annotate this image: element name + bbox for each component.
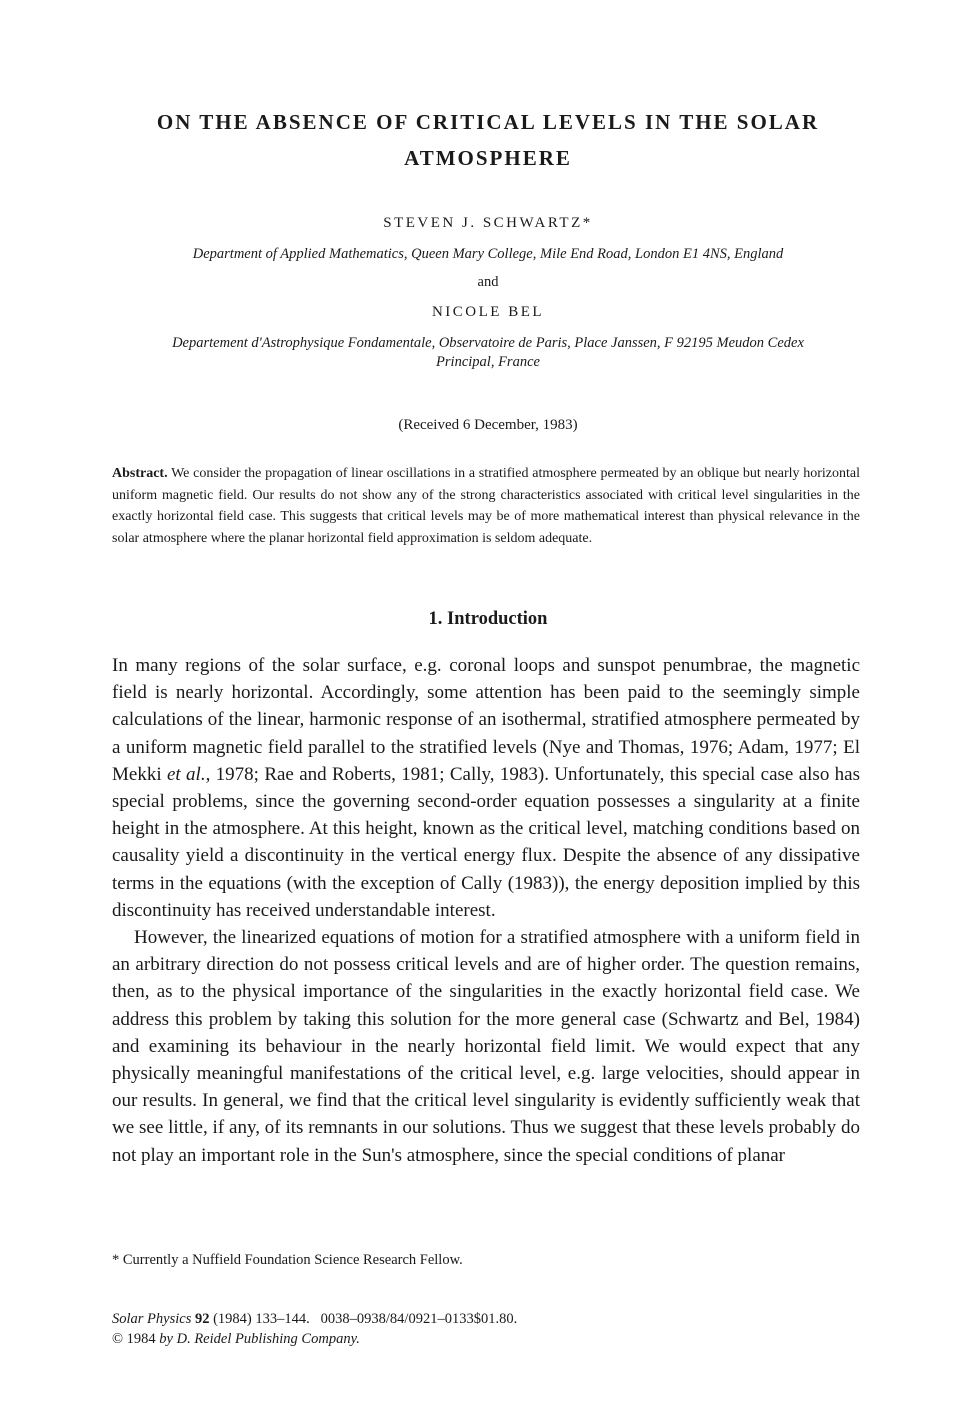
abstract xyxy=(112,463,860,549)
section-body xyxy=(112,652,860,1169)
paragraph-2: However, the linearized equations of motion for a stratified atmosphere with a uniform field in an arbitrary direction do not possess critical levels and are of higher order. The question remains, then, as to the physical importance of the singularities in the exactly horizontal field case. We address this problem by taking this solution for the more general case (Schwartz and Bel, 1984) and examining its behaviour in the nearly horizontal field limit. We would expect that any physically meaningful manifestations of the critical level, e.g. large velocities, should appear in our results. In general, we find that the critical level singularity is evidently sufficiently weak that we see little, if any, of its remnants in our solutions. Thus we suggest that these levels probably do not play an important role in the Sun's atmosphere, since the special conditions of planar xyxy=(112,927,860,1166)
journal-info xyxy=(112,1309,860,1349)
paragraph-1-part-b: , 1978; Rae and Roberts, 1981; Cally, 1983). Unfortunately, this special case also has special problems, since the governing second-order equation possesses a singularity at a finite height in the atmosphere. At this height, known as the critical level, matching conditions based on causality yield a discontinuity in the vertical energy flux. Despite the absence of any dissipative terms in the equations (with the exception of Cally (1983)), the energy deposition implied by this discontinuity has received understandable interest. xyxy=(112,763,860,921)
paragraph-1 xyxy=(112,652,860,924)
footnote: * Currently a Nuffield Foundation Science Research Fellow. xyxy=(112,1252,463,1268)
received-date: (Received 6 December, 1983) xyxy=(398,417,578,433)
author-affiliation-2-line-2: Principal, France xyxy=(436,354,540,370)
author-name-2: NICOLE BEL xyxy=(431,304,545,320)
copyright-year: © 1984 xyxy=(112,1331,156,1347)
abstract-label: Abstract. xyxy=(112,466,168,481)
abstract-text: We consider the propagation of linear oscillations in a stratified atmosphere permeated by an oblique but nearly horizontal uniform magnetic field. Our results do not show any of the strong characteristics associated with critical level singularities in the exactly horizontal field case. This suggests that critical levels may be of more mathematical interest than physical relevance in the solar atmosphere where the planar horizontal field approximation is seldom adequate. xyxy=(112,466,860,546)
publisher: by D. Reidel Publishing Company. xyxy=(159,1331,360,1347)
paragraph-1-part-a: In many regions of the solar surface, e.g. coronal loops and sunspot penumbrae, the magnetic field is nearly horizontal. Accordingly, some attention has been paid to the seemingly simple calculations of the linear, harmonic response of an isothermal, stratified atmosphere permeated by a uniform magnetic field parallel to the stratified levels (Nye and Thomas, 1976; Adam, 1977; El Mekki xyxy=(112,655,860,785)
journal-copyright-line xyxy=(112,1329,860,1349)
paper-title: ON THE ABSENCE OF CRITICAL LEVELS IN THE SOLAR ATMOSPHERE xyxy=(156,110,820,170)
journal-code: 0038–0938/84/0921–0133$01.80. xyxy=(320,1311,518,1327)
journal-year-pages: (1984) 133–144. xyxy=(213,1311,310,1327)
journal-citation-line xyxy=(112,1309,860,1329)
author-affiliation-2-line-1: Departement d'Astrophysique Fondamentale, Observatoire de Paris, Place Janssen, F 92195 Meudon Cedex xyxy=(172,335,804,351)
journal-name: Solar Physics xyxy=(112,1311,192,1327)
section-heading: 1. Introduction xyxy=(428,609,548,629)
paragraph-1-et-al: et al. xyxy=(166,763,206,785)
journal-volume: 92 xyxy=(194,1311,210,1327)
author-name-1: STEVEN J. SCHWARTZ* xyxy=(383,215,593,231)
author-affiliation-2 xyxy=(100,334,876,372)
author-affiliation-1: Department of Applied Mathematics, Queen Mary College, Mile End Road, London E1 4NS, England xyxy=(192,246,784,262)
author-separator: and xyxy=(477,274,499,290)
